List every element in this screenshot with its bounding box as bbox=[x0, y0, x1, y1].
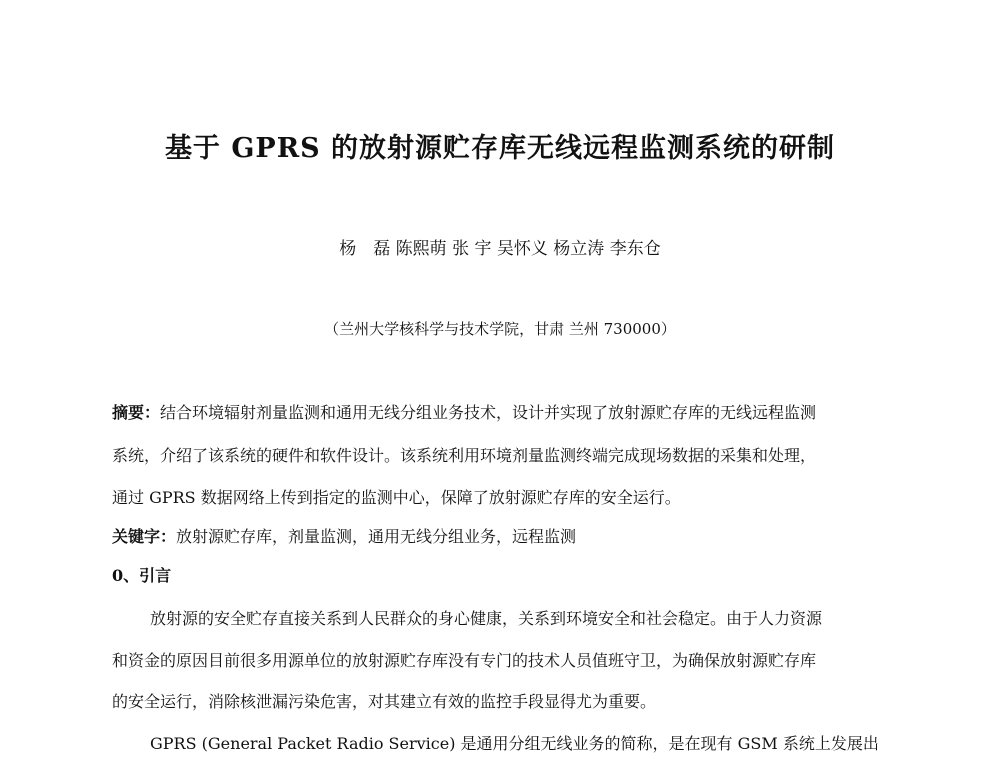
abstract-text-1: 结合环境辐射剂量监测和通用无线分组业务技术，设计并实现了放射源贮存库的无线远程监测 bbox=[160, 403, 817, 422]
abstract-line-1 bbox=[112, 400, 902, 423]
abstract-line-3: 通过 GPRS 数据网络上传到指定的监测中心，保障了放射源贮存库的安全运行。 bbox=[112, 488, 681, 507]
author-list: 杨 磊 陈熙萌 张 宇 吴怀义 杨立涛 李东仓 bbox=[339, 239, 661, 259]
keywords-label: 关键字： bbox=[112, 527, 177, 546]
abstract-label: 摘要： bbox=[112, 403, 161, 422]
keywords-text: 放射源贮存库，剂量监测，通用无线分组业务，远程监测 bbox=[176, 527, 577, 546]
section-heading-introduction: 0、引言 bbox=[112, 566, 172, 585]
body-paragraph-1-line-2: 和资金的原因目前很多用源单位的放射源贮存库没有专门的技术人员值班守卫，为确保放射源贮存库 bbox=[112, 651, 817, 670]
body-paragraph-1-line-3: 的安全运行，消除核泄漏污染危害，对其建立有效的监控手段显得尤为重要。 bbox=[112, 692, 657, 711]
body-paragraph-2-line-1: GPRS (General Packet Radio Service) 是通用分组无线业务的简称，是在现有 GSM 系统上发展出 bbox=[150, 734, 879, 753]
paper-title: 基于 GPRS 的放射源贮存库无线远程监测系统的研制 bbox=[164, 133, 836, 164]
affiliation: （兰州大学核科学与技术学院，甘肃 兰州 730000） bbox=[324, 320, 676, 338]
keywords-line bbox=[112, 524, 902, 547]
body-paragraph-1-line-1: 放射源的安全贮存直接关系到人民群众的身心健康，关系到环境安全和社会稳定。由于人力资源 bbox=[150, 609, 823, 628]
abstract-line-2: 系统，介绍了该系统的硬件和软件设计。该系统利用环境剂量监测终端完成现场数据的采集和处理， bbox=[112, 446, 817, 465]
